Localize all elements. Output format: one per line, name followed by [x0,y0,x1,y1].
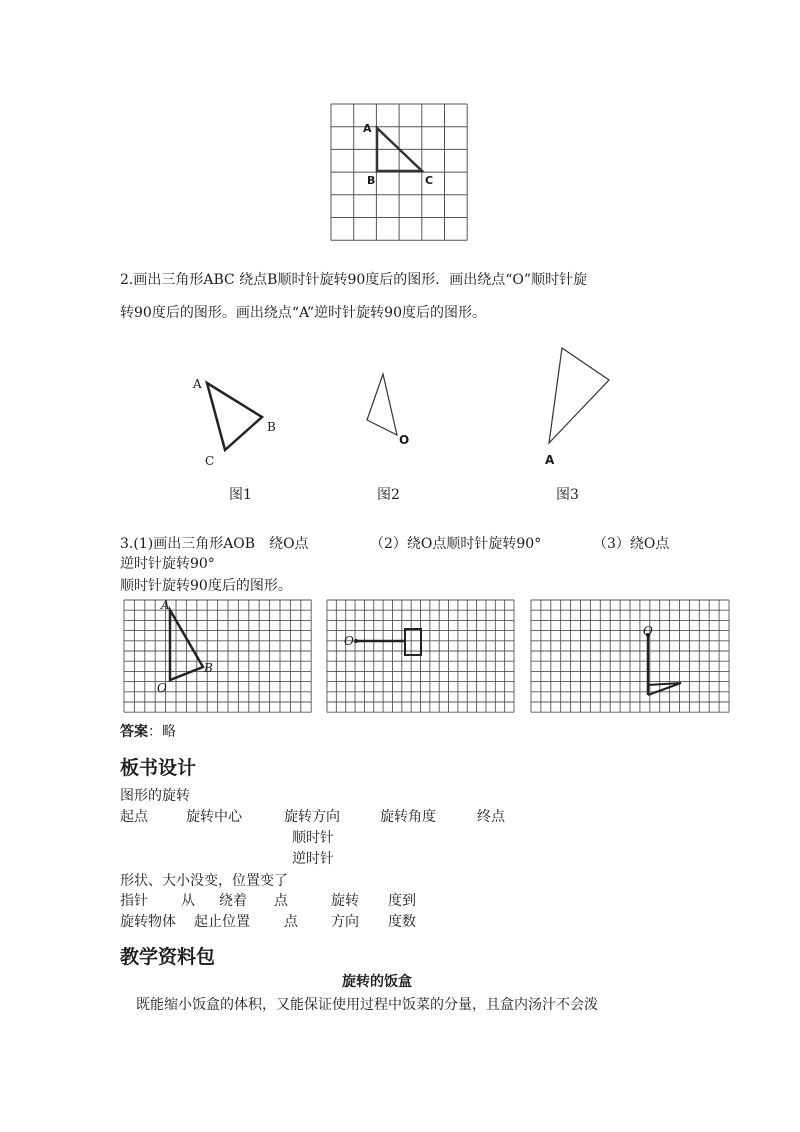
board-row-a-0: 指针 [120,893,148,909]
answer-label: 答案 [120,724,148,740]
board-summary: 形状、大小没变，位置变了 [120,873,288,889]
board-row-a-4: 旋转 [331,893,359,909]
figure1-label-c: C [425,174,434,187]
board-row1-end: 终点 [477,809,505,825]
board-row-a-1: 从 [181,893,195,909]
board-row-a-5: 度到 [388,893,416,909]
board-row-b-4: 度数 [388,914,416,930]
question3-line3: 顺时针旋转90度后的图形。 [120,578,292,594]
q3-grid1-label-a: A [161,598,170,612]
board-row1-center: 旋转中心 [186,809,242,825]
answer [120,722,176,742]
board-row-a-2: 绕着 [219,893,247,909]
board-title: 图形的旋转 [120,788,190,804]
q2-fig1-label-c: C [205,454,215,468]
q2-caption-fig3: 图3 [556,487,579,503]
q3-grid1-label-b: B [204,661,213,675]
question3-grids [0,595,800,725]
resources-heading: 教学资料包 [120,946,216,968]
q2-fig3-label-a: A [545,453,555,467]
board-row1-start: 起点 [120,809,148,825]
figure1-grid [0,0,800,260]
article-text: 既能缩小饭盒的体积，又能保证使用过程中饭菜的分量，且盒内汤汁不会泼 [136,997,598,1013]
question3-part3: （3）绕O点 [593,536,670,552]
article-title: 旋转的饭盒 [342,974,412,990]
q2-caption-fig1: 图1 [229,487,252,503]
figure1-label-b: B [367,174,376,187]
question3-part2: （2）绕O点顺时针旋转90° [370,536,542,552]
question3-line2: 逆时针旋转90° [120,556,215,572]
question2-line2: 转90度后的图形。画出绕点“A”逆时针旋转90度后的图形。 [120,305,486,321]
answer-value: 略 [162,724,176,740]
board-row-a-3: 点 [274,893,288,909]
board-row1-direction: 旋转方向 [284,809,340,825]
board-row-b-1: 起止位置 [194,914,250,930]
question2-figures [0,330,800,530]
question2-line1: 2.画出三角形ABC 绕点B顺时针旋转90度后的图形．画出绕点“O”顺时针旋 [120,272,588,288]
q2-fig1-label-b: B [267,420,276,434]
board-row-b-2: 点 [284,914,298,930]
board-heading: 板书设计 [120,757,197,779]
q3-grid1-label-o: O [157,681,167,695]
board-row-b-3: 方向 [331,914,359,930]
board-row-b-0: 旋转物体 [120,914,176,930]
question3-part1: 3.(1)画出三角形AOB 绕O点 [120,536,309,552]
q2-fig2-label-o: O [399,433,410,447]
board-row1-angle: 旋转角度 [380,809,436,825]
answer-colon: ： [148,724,162,740]
board-counterclockwise: 逆时针 [292,851,334,867]
board-clockwise: 顺时针 [292,830,334,846]
q2-fig1-label-a: A [193,377,202,391]
figure1-label-a: A [363,122,372,135]
q3-grid3-label-o: O [643,624,653,638]
q2-caption-fig2: 图2 [377,487,400,503]
q3-grid2-label-o: O [344,634,354,648]
